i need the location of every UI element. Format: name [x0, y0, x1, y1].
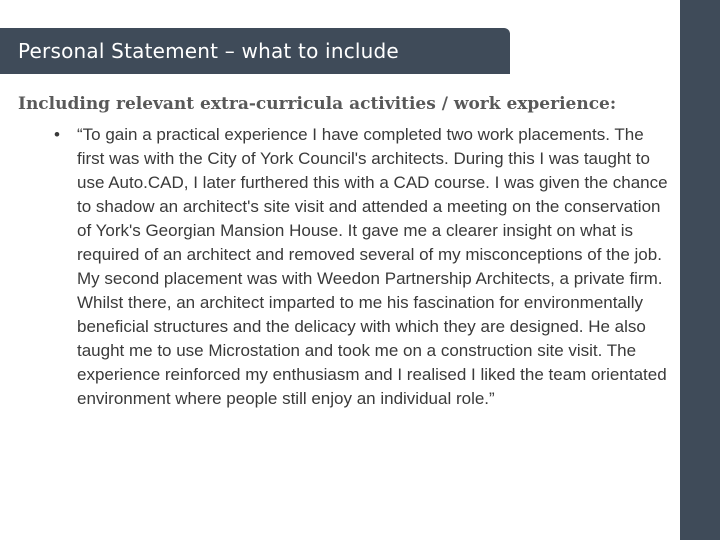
slide-title: Personal Statement – what to include: [0, 28, 510, 74]
bullet-list: [0, 123, 670, 411]
bullet-item: [0, 123, 670, 411]
bullet-marker: •: [54, 125, 60, 144]
subheading: Including relevant extra-curricula activities / work experience:: [18, 94, 617, 114]
right-accent-bar: [680, 0, 720, 540]
bullet-text: “To gain a practical experience I have completed two work placements. The first was with the City of York Council's architects. During this I was taught to use Auto.CAD, I later furthered this with a CAD course. I was given the chance to shadow an architect's site visit and attended a meeting on the conservation of York's Georgian Mansion House. It gave me a clearer insight on what is required of an architect and removed several of my misconceptions of the job. My second placement was with Weedon Partnership Architects, a private firm. Whilst there, an architect imparted to me his fascination for environmentally beneficial structures and the delicacy with which they are designed. He also taught me to use Microstation and took me on a construction site visit. The experience reinforced my enthusiasm and I realised I liked the team orientated environment where people still enjoy an individual role.”: [77, 125, 668, 408]
